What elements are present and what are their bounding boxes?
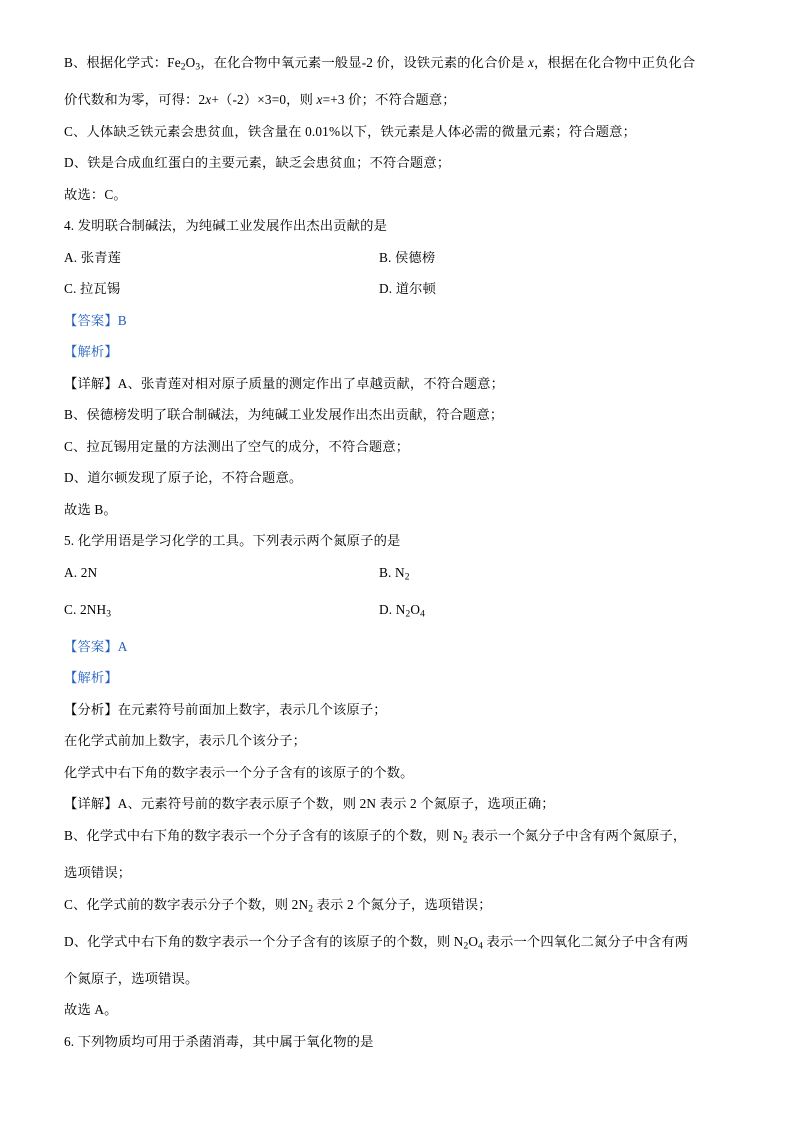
explanation-q5-a: 【详解】A、元素符号前的数字表示原子个数，则 2N 表示 2 个氮原子，选项正确； (64, 796, 555, 812)
paragraph-b5: 故选：C。 (64, 186, 127, 202)
conclusion-q5: 故选 A。 (64, 1002, 118, 1018)
explanation-q5-d-cont: 个氮原子，选项错误。 (64, 970, 199, 986)
option-a: A. 2N (64, 564, 98, 580)
question-4-options-row-2 (64, 278, 729, 299)
option-a: A. 张青莲 (64, 249, 122, 265)
answer-label-q5: 【答案】A (64, 638, 128, 654)
option-b: B. $N_2$ (379, 564, 410, 583)
explanation-q5-b: B、化学式中右下角的数字表示一个分子含有的该原子的个数，则 $N_2$ 表示一个氮分子中含有两个氮原子， (64, 827, 687, 846)
analysis-q5-line-2: 在化学式前加上数字，表示几个该分子； (64, 733, 307, 749)
question-4-options-row-1 (64, 247, 729, 268)
option-c: C. $2NH_3$ (64, 601, 112, 620)
question-4-stem: 4. 发明联合制碱法，为纯碱工业发展作出杰出贡献的是 (64, 218, 388, 234)
explanation-q4-d: D、道尔顿发现了原子论，不符合题意。 (64, 470, 303, 486)
paragraph-b3: C、人体缺乏铁元素会患贫血，铁含量在 0.01%以下，铁元素是人体必需的微量元素；符合题意； (64, 123, 637, 139)
question-5-stem: 5. 化学用语是学习化学的工具。下列表示两个氮原子的是 (64, 533, 401, 549)
explanation-q4-a: 【详解】A、张青莲对相对原子质量的测定作出了卓越贡献，不符合题意； (64, 375, 505, 391)
explanation-q5-d: D、化学式中右下角的数字表示一个分子含有的该原子的个数，则 $N_2O_4$ 表示一个四氧化二氮分子中含有两 (64, 933, 689, 952)
paragraph-b1: B、根据化学式：$Fe_2O_3$，在化合物中氧元素一般显-2 价，设铁元素的化合价是 x，根据在化合物中正负化合 (64, 55, 696, 73)
option-d: D. $N_2O_4$ (379, 601, 426, 620)
answer-label-q4: 【答案】B (64, 312, 127, 328)
option-b: B. 侯德榜 (379, 249, 436, 265)
question-5-options-row-1 (64, 562, 729, 589)
analysis-q5-line-3: 化学式中右下角的数字表示一个分子含有的该原子的个数。 (64, 764, 414, 780)
explanation-q4-c: C、拉瓦锡用定量的方法测出了空气的成分，不符合题意； (64, 438, 410, 454)
explanation-q5-c: C、化学式前的数字表示分子个数，则 $2N_2$ 表示 2 个氮分子，选项错误； (64, 896, 492, 915)
explanation-q4-b: B、侯德榜发明了联合制碱法，为纯碱工业发展作出杰出贡献，符合题意； (64, 407, 504, 423)
option-d: D. 道尔顿 (379, 281, 437, 297)
analysis-label-q4: 【解析】 (64, 344, 118, 360)
question-5-options-row-2 (64, 599, 729, 626)
option-c: C. 拉瓦锡 (64, 281, 121, 297)
paragraph-b2: 价代数和为零，可得：2x+（-2）×3=0，则 x=+3 价；不符合题意； (64, 92, 456, 108)
paragraph-b4: D、铁是合成血红蛋白的主要元素，缺乏会患贫血；不符合题意； (64, 155, 451, 171)
question-6-stem: 6. 下列物质均可用于杀菌消毒，其中属于氧化物的是 (64, 1033, 374, 1049)
explanation-q5-b-cont: 选项错误； (64, 865, 132, 881)
conclusion-q4: 故选 B。 (64, 501, 117, 517)
analysis-q5-line-1: 【分析】在元素符号前面加上数字，表示几个该原子； (64, 701, 387, 717)
analysis-label-q5: 【解析】 (64, 670, 118, 686)
